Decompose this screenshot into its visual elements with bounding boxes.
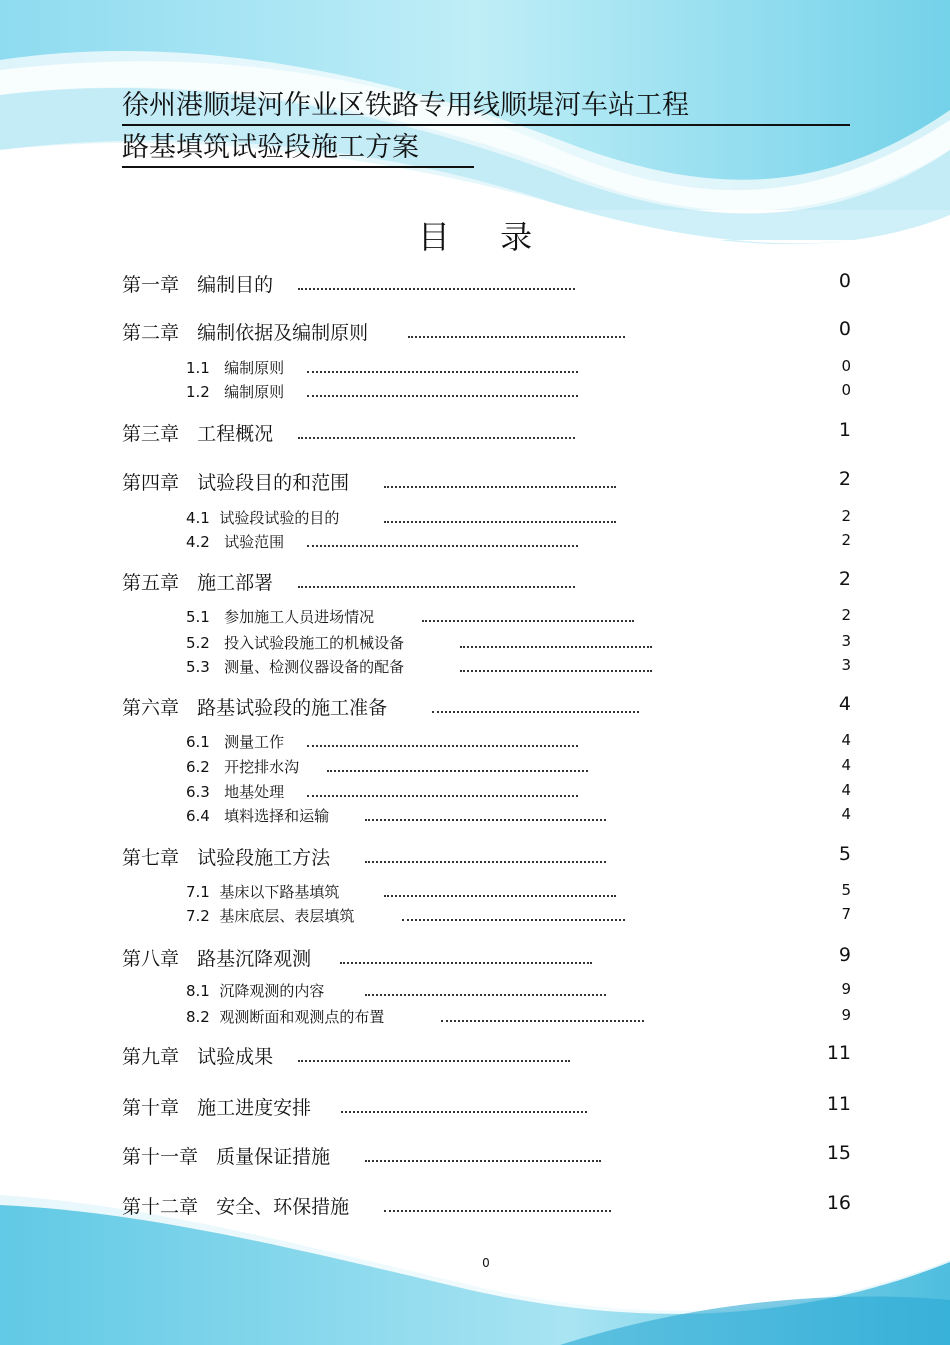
toc-entry-page-number: 15 <box>826 1142 851 1164</box>
toc-section-entry[interactable] <box>0 1006 950 1032</box>
toc-entry-page-number: 16 <box>826 1192 851 1214</box>
toc-entry-label: 第一章 编制目的 <box>122 274 274 296</box>
toc-chapter-entry[interactable] <box>0 843 950 869</box>
toc-dot-leader <box>460 646 652 648</box>
toc-entry-label: 第六章 路基试验段的施工准备 <box>122 697 388 719</box>
toc-entry-label: 1.2 编制原则 <box>186 383 285 401</box>
toc-chapter-entry[interactable] <box>0 1093 950 1119</box>
toc-entry-label: 第五章 施工部署 <box>122 572 274 594</box>
toc-dot-leader <box>307 745 578 747</box>
toc-dot-leader <box>460 670 652 672</box>
toc-entry-page-number: 2 <box>841 606 851 624</box>
toc-entry-page-number: 0 <box>838 270 851 292</box>
toc-entry-page-number: 9 <box>841 980 851 998</box>
toc-chapter-entry[interactable] <box>0 1142 950 1168</box>
toc-entry-label: 6.4 填料选择和运输 <box>186 807 330 825</box>
toc-dot-leader <box>341 1111 587 1113</box>
toc-entry-label: 第三章 工程概况 <box>122 423 274 445</box>
toc-entry-page-number: 2 <box>841 507 851 525</box>
toc-entry-page-number: 2 <box>838 468 851 490</box>
toc-chapter-entry[interactable] <box>0 270 950 296</box>
toc-dot-leader <box>298 288 575 290</box>
toc-section-entry[interactable] <box>0 756 950 782</box>
toc-entry-label: 第四章 试验段目的和范围 <box>122 472 350 494</box>
toc-entry-label: 第十章 施工进度安排 <box>122 1097 312 1119</box>
toc-entry-label: 第八章 路基沉降观测 <box>122 948 312 970</box>
toc-entry-label: 7.2 基床底层、表层填筑 <box>186 907 355 925</box>
toc-dot-leader <box>365 819 606 821</box>
document-title-line2: 路基填筑试验段施工方案 <box>122 130 474 168</box>
toc-entry-label: 4.2 试验范围 <box>186 533 285 551</box>
toc-entry-label: 1.1 编制原则 <box>186 359 285 377</box>
toc-section-entry[interactable] <box>0 881 950 907</box>
toc-entry-label: 5.2 投入试验段施工的机械设备 <box>186 634 405 652</box>
toc-section-entry[interactable] <box>0 905 950 931</box>
toc-dot-leader <box>384 1210 611 1212</box>
toc-section-entry[interactable] <box>0 980 950 1006</box>
toc-section-entry[interactable] <box>0 507 950 533</box>
toc-chapter-entry[interactable] <box>0 419 950 445</box>
toc-entry-page-number: 0 <box>841 357 851 375</box>
toc-entry-page-number: 4 <box>841 805 851 823</box>
toc-entry-page-number: 0 <box>841 381 851 399</box>
toc-entry-label: 第十二章 安全、环保措施 <box>122 1196 350 1218</box>
toc-entry-label: 第九章 试验成果 <box>122 1046 274 1068</box>
toc-section-entry[interactable] <box>0 531 950 557</box>
toc-entry-page-number: 3 <box>841 656 851 674</box>
toc-entry-label: 6.2 开挖排水沟 <box>186 758 300 776</box>
toc-entry-page-number: 4 <box>841 756 851 774</box>
toc-entry-label: 5.3 测量、检测仪器设备的配备 <box>186 658 405 676</box>
toc-section-entry[interactable] <box>0 805 950 831</box>
toc-dot-leader <box>298 586 575 588</box>
toc-entry-label: 第七章 试验段施工方法 <box>122 847 331 869</box>
toc-entry-page-number: 1 <box>838 419 851 441</box>
toc-heading: 目 录 <box>417 218 553 256</box>
toc-dot-leader <box>384 521 616 523</box>
toc-entry-page-number: 3 <box>841 632 851 650</box>
toc-section-entry[interactable] <box>0 632 950 658</box>
toc-dot-leader <box>307 371 578 373</box>
toc-entry-page-number: 0 <box>838 318 851 340</box>
toc-entry-label: 6.1 测量工作 <box>186 733 285 751</box>
toc-entry-page-number: 11 <box>826 1093 851 1115</box>
toc-entry-page-number: 5 <box>841 881 851 899</box>
toc-entry-label: 第二章 编制依据及编制原则 <box>122 322 369 344</box>
toc-chapter-entry[interactable] <box>0 944 950 970</box>
toc-entry-label: 8.1 沉降观测的内容 <box>186 982 325 1000</box>
toc-dot-leader <box>441 1020 644 1022</box>
toc-dot-leader <box>307 395 578 397</box>
toc-chapter-entry[interactable] <box>0 318 950 344</box>
toc-dot-leader <box>422 620 634 622</box>
toc-dot-leader <box>402 919 625 921</box>
toc-entry-page-number: 9 <box>838 944 851 966</box>
toc-section-entry[interactable] <box>0 357 950 383</box>
toc-dot-leader <box>365 861 606 863</box>
document-title-line1: 徐州港顺堤河作业区铁路专用线顺堤河车站工程 <box>122 88 850 126</box>
toc-entry-page-number: 4 <box>841 781 851 799</box>
toc-entry-page-number: 4 <box>841 731 851 749</box>
toc-entry-page-number: 9 <box>841 1006 851 1024</box>
toc-section-entry[interactable] <box>0 731 950 757</box>
toc-dot-leader <box>298 1060 570 1062</box>
toc-entry-label: 7.1 基床以下路基填筑 <box>186 883 340 901</box>
toc-entry-label: 4.1 试验段试验的目的 <box>186 509 340 527</box>
toc-dot-leader <box>365 994 606 996</box>
toc-chapter-entry[interactable] <box>0 568 950 594</box>
toc-dot-leader <box>384 486 616 488</box>
toc-dot-leader <box>307 795 578 797</box>
toc-dot-leader <box>408 336 625 338</box>
toc-section-entry[interactable] <box>0 606 950 632</box>
toc-entry-label: 6.3 地基处理 <box>186 783 285 801</box>
toc-entry-page-number: 11 <box>826 1042 851 1064</box>
toc-dot-leader <box>340 962 592 964</box>
toc-entry-label: 8.2 观测断面和观测点的布置 <box>186 1008 385 1026</box>
toc-entry-label: 5.1 参加施工人员进场情况 <box>186 608 375 626</box>
toc-chapter-entry[interactable] <box>0 693 950 719</box>
toc-entry-page-number: 4 <box>838 693 851 715</box>
toc-chapter-entry[interactable] <box>0 1042 950 1068</box>
toc-section-entry[interactable] <box>0 381 950 407</box>
toc-dot-leader <box>432 711 639 713</box>
toc-dot-leader <box>298 437 575 439</box>
toc-dot-leader <box>327 770 588 772</box>
page-number: 0 <box>482 1256 490 1270</box>
toc-entry-page-number: 2 <box>838 568 851 590</box>
toc-chapter-entry[interactable] <box>0 1192 950 1218</box>
toc-section-entry[interactable] <box>0 656 950 682</box>
toc-entry-page-number: 5 <box>838 843 851 865</box>
toc-section-entry[interactable] <box>0 781 950 807</box>
toc-entry-page-number: 2 <box>841 531 851 549</box>
toc-entry-label: 第十一章 质量保证措施 <box>122 1146 331 1168</box>
toc-dot-leader <box>307 545 578 547</box>
toc-dot-leader <box>384 895 616 897</box>
toc-entry-page-number: 7 <box>841 905 851 923</box>
toc-dot-leader <box>365 1160 601 1162</box>
toc-chapter-entry[interactable] <box>0 468 950 494</box>
